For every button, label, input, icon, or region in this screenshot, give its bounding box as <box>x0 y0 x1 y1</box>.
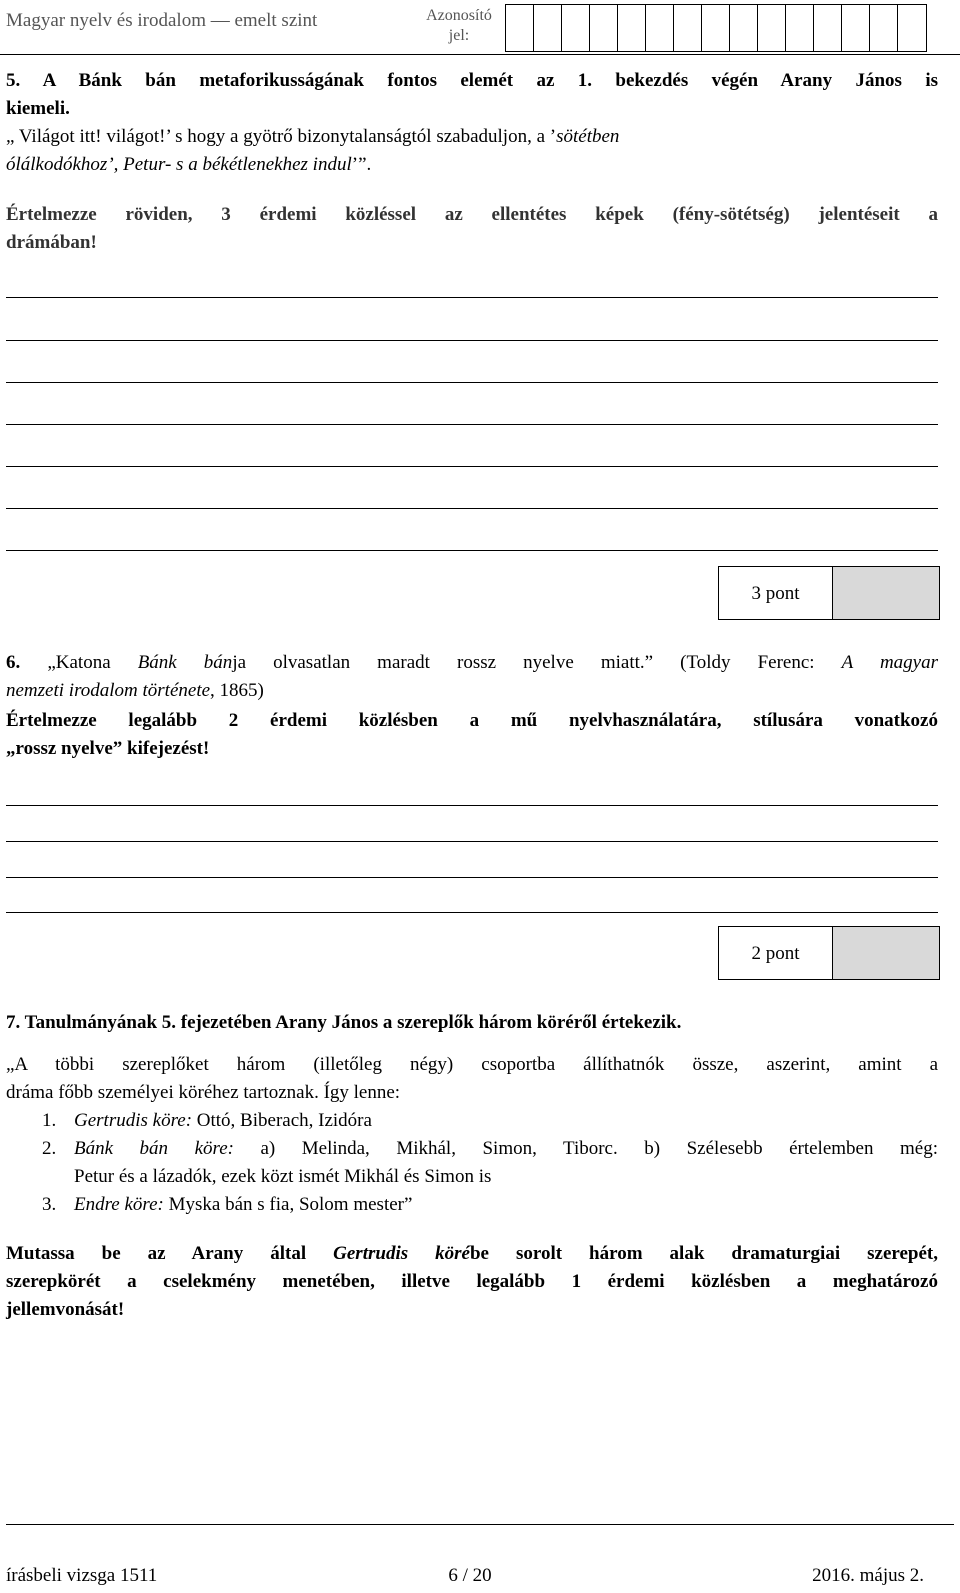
q7-list-item-2: 2. Bánk bán köre: a) Melinda, Mikhál, Simon, Tiborc. b) Szélesebb értelemben még: <box>42 1138 938 1159</box>
q5-heading-line2: kiemeli. <box>6 98 70 119</box>
q7-task-line2: szerepkörét a cselekmény menetében, illetve legalább 1 érdemi közlésben a meghatározó <box>6 1271 938 1292</box>
q7-quote-line2: dráma főbb személyei köréhez tartoznak. Így lenne: <box>6 1082 401 1103</box>
header-title: Magyar nyelv és irodalom — emelt szint <box>6 10 318 31</box>
q7-list-item-2-cont: Petur és a lázadók, ezek közt ismét Mikhál és Simon is <box>74 1166 492 1187</box>
id-cell[interactable] <box>730 5 758 51</box>
q6-task-line2: „rossz nyelve” kifejezést! <box>6 738 210 759</box>
q7-heading: 7. Tanulmányának 5. fejezetében Arany János a szereplők három köréről értekezik. <box>6 1012 682 1033</box>
answer-line[interactable] <box>6 424 938 425</box>
answer-line[interactable] <box>6 466 938 467</box>
header-rule <box>0 54 960 55</box>
q5-quote-line1: „ Világot itt! világot!’ s hogy a gyötrő bizonytalanságtól szabaduljon, a ’sötétben <box>6 126 620 147</box>
q6-intro-line2: nemzeti irodalom története, 1865) <box>6 680 264 701</box>
points-label: 2 pont <box>718 926 832 980</box>
footer-date: 2016. május 2. <box>812 1565 924 1586</box>
id-cell[interactable] <box>646 5 674 51</box>
q6-score-box <box>718 926 940 980</box>
answer-line[interactable] <box>6 340 938 341</box>
q7-task-line1: Mutassa be az Arany által Gertrudis körébe sorolt három alak dramaturgiai szerepét, <box>6 1243 938 1264</box>
q7-task-line3: jellemvonását! <box>6 1299 125 1320</box>
q7-list-item-3: 3. Endre köre: Myska bán s fia, Solom mester” <box>42 1194 413 1215</box>
id-cell[interactable] <box>898 5 926 51</box>
q6-task-line1: Értelmezze legalább 2 érdemi közlésben a mű nyelvhasználatára, stílusára vonatkozó <box>6 710 938 731</box>
footer-rule <box>6 1524 954 1525</box>
answer-line[interactable] <box>6 877 938 878</box>
id-cell[interactable] <box>562 5 590 51</box>
answer-line[interactable] <box>6 382 938 383</box>
answer-line[interactable] <box>6 550 938 551</box>
points-label: 3 pont <box>718 566 832 620</box>
azonosito-label: Azonosító jel: <box>426 7 492 44</box>
q7-quote-line1: „A többi szereplőket három (illetőleg négy) csoportba állíthatnók össze, aszerint, amint a <box>6 1054 938 1075</box>
id-cell[interactable] <box>674 5 702 51</box>
id-cell[interactable] <box>814 5 842 51</box>
q5-quote-line2: ólálkodókhoz’, Petur- s a békétlenekhez indul’”. <box>6 154 372 175</box>
footer-page-number: 6 / 20 <box>448 1565 492 1586</box>
answer-line[interactable] <box>6 841 938 842</box>
id-cell[interactable] <box>702 5 730 51</box>
q5-task-line2: drámában! <box>6 232 97 253</box>
q5-task-line1: Értelmezze röviden, 3 érdemi közléssel az ellentétes képek (fény-sötétség) jelentéseit a <box>6 204 938 225</box>
answer-line[interactable] <box>6 297 938 298</box>
id-cell[interactable] <box>618 5 646 51</box>
answer-line[interactable] <box>6 805 938 806</box>
q7-list-item-1: 1. Gertrudis köre: Ottó, Biberach, Izidóra <box>42 1110 372 1131</box>
id-cell[interactable] <box>870 5 898 51</box>
id-cell[interactable] <box>786 5 814 51</box>
answer-line[interactable] <box>6 508 938 509</box>
id-cell[interactable] <box>534 5 562 51</box>
footer-exam-code: írásbeli vizsga 1511 <box>6 1565 158 1586</box>
id-cell[interactable] <box>758 5 786 51</box>
id-cell[interactable] <box>590 5 618 51</box>
q6-intro-line1: 6. „Katona Bánk bánja olvasatlan maradt rossz nyelve miatt.” (Toldy Ferenc: A magyar <box>6 652 939 673</box>
id-cell[interactable] <box>506 5 534 51</box>
id-cell[interactable] <box>842 5 870 51</box>
score-field[interactable] <box>832 926 940 980</box>
id-grid <box>505 4 927 52</box>
answer-line[interactable] <box>6 912 938 913</box>
q5-score-box <box>718 566 940 620</box>
q5-heading-line1: 5. A Bánk bán metaforikusságának fontos elemét az 1. bekezdés végén Arany János is <box>6 70 938 91</box>
score-field[interactable] <box>832 566 940 620</box>
